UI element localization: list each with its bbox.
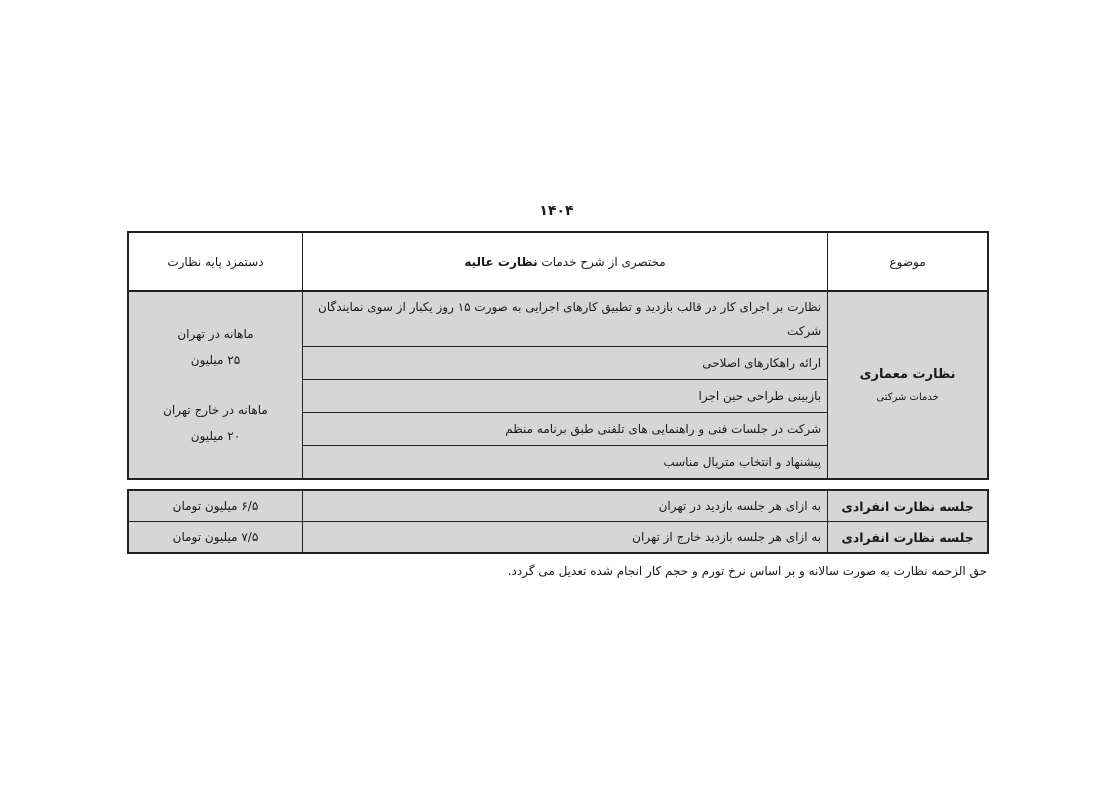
service-item: بازبینی طراحی حین اجرا xyxy=(302,380,827,413)
header-description-prefix: مختصری از شرح خدمات xyxy=(537,254,666,269)
year-heading: ۱۴۰۴ xyxy=(539,203,574,219)
services-table xyxy=(127,231,989,480)
session-title: جلسه نظارت انفرادی xyxy=(828,490,988,522)
session-price: ۶/۵ میلیون تومان xyxy=(128,490,302,522)
session-description: به ازای هر جلسه بازدید خارج از تهران xyxy=(302,522,827,554)
fee-cell xyxy=(128,291,302,479)
service-item: ارائه راهکارهای اصلاحی xyxy=(302,347,827,380)
table-row xyxy=(128,291,988,347)
session-price: ۷/۵ میلیون تومان xyxy=(128,522,302,554)
topic-cell xyxy=(828,291,988,479)
header-description xyxy=(302,232,827,291)
header-fee: دستمزد پایه نظارت xyxy=(128,232,302,291)
service-item: نظارت بر اجرای کار در قالب بازدید و تطبیق کارهای اجرایی به صورت ۱۵ روز یکبار از سوی نمایندگان شرکت xyxy=(302,291,827,347)
fee-tehran-value: ۲۵ میلیون xyxy=(190,353,241,367)
table-row xyxy=(128,522,988,554)
service-item: پیشنهاد و انتخاب متریال مناسب xyxy=(302,446,827,480)
session-table xyxy=(127,489,989,554)
session-title: جلسه نظارت انفرادی xyxy=(828,522,988,554)
fee-tehran-label: ماهانه در تهران xyxy=(177,327,254,341)
header-description-bold: نظارت عالیه xyxy=(464,254,538,269)
header-topic: موضوع xyxy=(828,232,988,291)
service-item: شرکت در جلسات فنی و راهنمایی های تلفنی طبق برنامه منظم xyxy=(302,413,827,446)
footnote: حق الزحمه نظارت به صورت سالانه و بر اساس نرخ تورم و حجم کار انجام شده تعدیل می گردد. xyxy=(507,564,987,578)
session-description: به ازای هر جلسه بازدید در تهران xyxy=(302,490,827,522)
table-row xyxy=(128,490,988,522)
services-table-header xyxy=(128,232,988,291)
topic-subtitle: خدمات شرکتی xyxy=(876,392,939,403)
topic-title: نظارت معماری xyxy=(859,367,956,382)
fee-outside-value: ۲۰ میلیون xyxy=(190,429,241,443)
fee-outside-label: ماهانه در خارج تهران xyxy=(163,403,268,417)
